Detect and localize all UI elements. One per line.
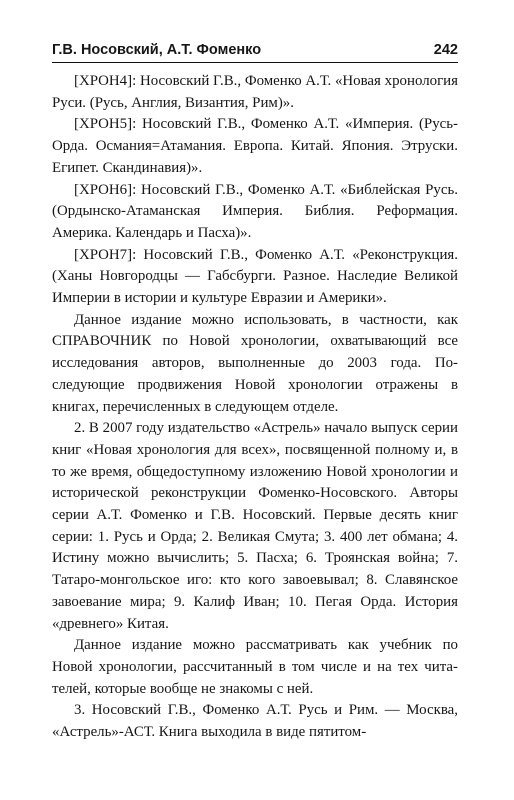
book-page [52, 40, 458, 744]
paragraph-textbook-note: Данное издание можно рассматривать как учебник по Новой хронологии, рассчитанный в том числе и на тех читателей, которые вообще не знакомы с ней. [52, 637, 458, 697]
paragraph-chron5: [ХРОН5]: Носовский Г.В., Фоменко А.Т. «Империя. (Русь-Орда. Османия=Атамания. Европа. Китай. Япония. Этруски. Египет. Скандинавия)». [52, 116, 458, 176]
paragraph-chron6: [ХРОН6]: Носовский Г.В., Фоменко А.Т. «Библейская Русь. (Ордынско-Атаманская Империя. Библия. Реформация. Америка. Календарь и Пасха)». [52, 181, 458, 241]
paragraph-rus-i-rim: 3. Носовский Г.В., Фоменко А.Т. Русь и Рим. — Москва, «Астрель»-АСТ. Книга выходила в виде пятитом- [52, 702, 458, 741]
page-number: 242 [433, 42, 458, 58]
paragraph-chron4: [ХРОН4]: Носовский Г.В., Фоменко А.Т. «Новая хронология Руси. (Русь, Англия, Византия, Рим)». [52, 73, 458, 111]
header-authors: Г.В. Носовский, А.Т. Фоменко [52, 42, 262, 58]
running-header [52, 40, 458, 63]
paragraph-chron7: [ХРОН7]: Носовский Г.В., Фоменко А.Т. «Реконструкция. (Ханы Новгородцы — Габсбурги. Разное. Наследие Великой Империи в истории и культуре Евразии и Америки». [52, 246, 458, 307]
page-body [52, 71, 458, 744]
paragraph-reference-note: Данное издание можно использовать, в частности, как СПРАВОЧНИК по Новой хронологии, охватывающий все исследования авторов, выполненные до 2003 года. Последующие продвижения Новой хронологии отражены в книгах, перечисленных в следующем отделе. [52, 311, 458, 415]
paragraph-series-2007: 2. В 2007 году издательство «Астрель» начало выпуск серии книг «Новая хронология для всех», посвященной полному и, в то же время, общедоступному изложению Новой хронологии и исторической реконструкции Фоменко-Носовского. Авторы серии А.Т. Фоменко и Г.В. Носовский. Первые десять книг серии: 1. Русь и Орда; 2. Великая Смута; 3. 400 лет обмана; 4. Истину можно вычислить; 5. Пасха; 6. Троянская война; 7. Татаро-монгольское иго: кто кого завоевывал; 8. Славянское завоевание мира; 9. Калиф Иван; 10. Пегая Орда. История «древнего» Китая. [52, 420, 458, 632]
